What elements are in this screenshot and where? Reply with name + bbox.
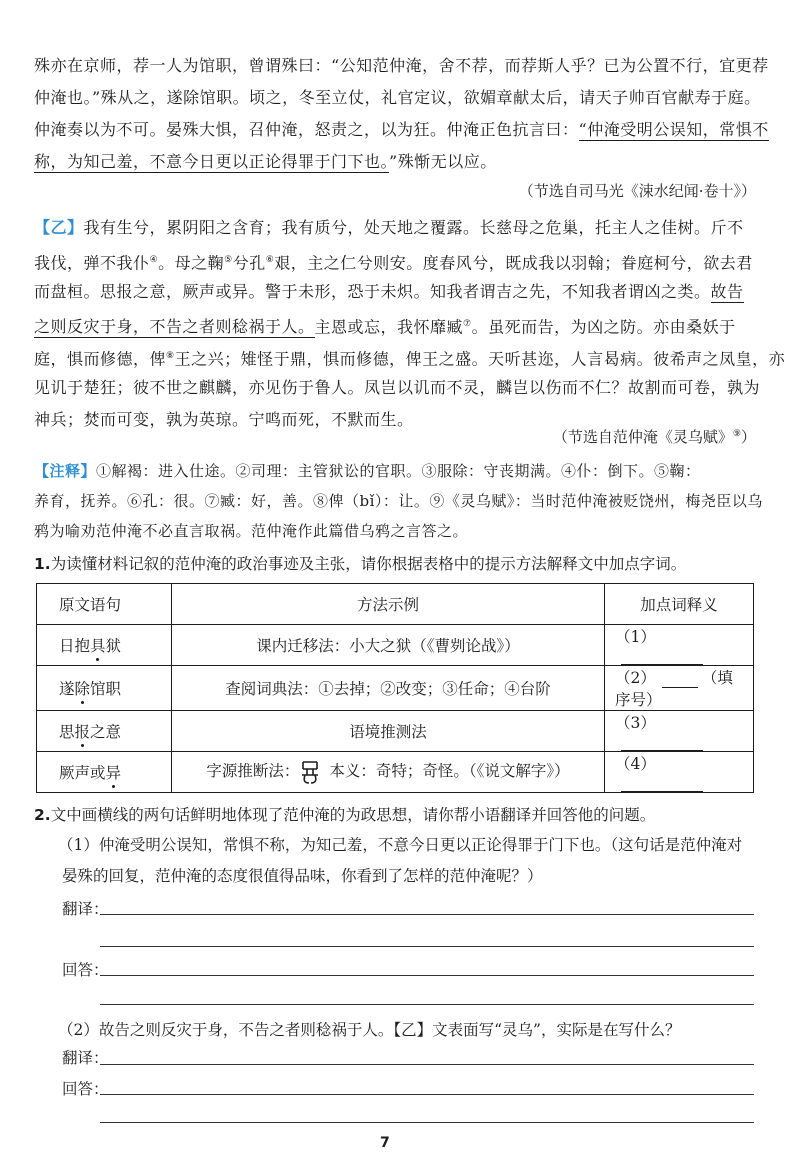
underlined-sentence-b-1: 故告 xyxy=(710,282,744,301)
table-cell-sentence xyxy=(37,711,172,752)
passage-b-line-2-b: 。母之鞠 xyxy=(158,253,225,273)
table-row xyxy=(37,711,754,752)
passage-b-line-4-a: 主恩或忘，我怀靡臧 xyxy=(314,317,464,337)
passage-a-line-4 xyxy=(34,146,758,178)
passage-a xyxy=(34,50,769,178)
table-cell-sentence xyxy=(37,666,172,711)
passage-b-line-7: 神兵；焚而可变，孰为英琼。宁鸣而死，不默而生。 xyxy=(34,410,414,429)
question-2-sub-2-line-1: （2）故告之则反灾于身，不告之者则稔祸于人。【乙】文表面写“灵乌”，实际是在写什么？ xyxy=(58,1021,681,1039)
note-ref-7: ⑦ xyxy=(463,319,472,329)
question-2 xyxy=(34,803,655,825)
underlined-sentence-a-1: “仲淹受明公误知，常惧不 xyxy=(578,120,769,139)
table-cell-method: 语境推测法 xyxy=(172,711,605,752)
answer-line[interactable] xyxy=(100,1094,754,1095)
annotations-tag: 【注释】 xyxy=(34,462,97,480)
answer-number: （2） xyxy=(615,669,656,687)
translate-label-1: 翻译： xyxy=(62,900,109,918)
table-header-cell: 原文语句 xyxy=(37,584,172,625)
answer-blank[interactable] xyxy=(621,775,703,792)
translate-label-2: 翻译： xyxy=(62,1049,109,1067)
table-cell-method: 课内迁移法：小大之狱（《曹刿论战》） xyxy=(172,625,605,666)
table-header-cell: 加点词释义 xyxy=(605,584,754,625)
sentence-pre: 厥声或 xyxy=(59,764,106,782)
passage-b-line-4-b: 。虽死而告，为凶之防。亦由桑妖于 xyxy=(471,317,736,337)
answer-line[interactable] xyxy=(100,1064,754,1065)
answer-line[interactable] xyxy=(100,914,754,915)
note-ref-4: ④ xyxy=(149,255,159,265)
passage-b-line-5-a: 庭，惧而修德，俾 xyxy=(34,349,167,369)
answer-number: （4） xyxy=(615,755,656,773)
passage-b-line-3 xyxy=(34,276,758,308)
answer-line[interactable] xyxy=(100,1122,754,1123)
annotations-line-2: 养育，抚养。⑥孔：很。⑦臧：好，善。⑧俾（bǐ）：让。⑨《灵乌赋》：当时范仲淹被贬饶州，梅尧臣以乌 xyxy=(34,492,763,510)
passage-b-line-2-d: 艰，主之仁兮则安。度春风兮，既成我以羽翰；眷庭柯兮，欲去君 xyxy=(274,253,753,273)
answer-line[interactable] xyxy=(100,946,754,947)
note-ref-5: ⑤ xyxy=(224,255,233,265)
sentence-pre: 日抱 xyxy=(59,637,91,655)
passage-b-tag: 【乙】 xyxy=(34,218,84,237)
answer-number: （3） xyxy=(615,714,656,732)
dotted-word: 异 xyxy=(105,764,122,782)
table-cell-method xyxy=(172,752,605,793)
answer-label-2: 回答： xyxy=(62,1080,109,1098)
answer-hint: （填序号） xyxy=(615,669,733,709)
annotations-line-3: 鸦为喻劝范仲淹不必直言取祸。范仲淹作此篇借乌鸦之言答之。 xyxy=(34,522,469,540)
table-header-cell: 方法示例 xyxy=(172,584,605,625)
dotted-word: 具 xyxy=(90,637,106,655)
question-1-number: 1. xyxy=(34,555,51,573)
answer-line[interactable] xyxy=(100,1004,754,1005)
underlined-sentence-b-2: 之则反灾于身，不告之者则稔祸于人。 xyxy=(34,317,315,337)
answer-blank[interactable] xyxy=(621,734,703,751)
passage-a-line-1: 殊亦在京师，荐一人为馆职，曾谓殊曰：“公知范仲淹，舍不荐，而荐斯人乎？已为公置不行，宜更荐 xyxy=(34,56,769,75)
table-header-row xyxy=(37,584,754,625)
passage-a-line-2: 仲淹也。”殊从之，遂除馆职。顷之，冬至立仗，礼官定议，欲媚章献太后，请天子帅百官献寿于庭。 xyxy=(34,88,761,107)
passage-b xyxy=(34,212,786,436)
answer-blank[interactable] xyxy=(662,671,698,688)
passage-b-line-1-text: 我有生兮，累阴阳之含育；我有质兮，处天地之覆露。长慈母之危巢，托主人之佳树。斤不 xyxy=(83,218,744,237)
method-table xyxy=(36,583,754,793)
passage-b-line-2-a: 我伐，弹不我仆 xyxy=(34,253,150,273)
passage-a-line-4-tail: ”殊惭无以应。 xyxy=(389,152,497,171)
underlined-sentence-a-2: 称，为知己羞，不意今日更以正论得罪于门下也。 xyxy=(34,152,390,171)
question-1 xyxy=(34,552,686,574)
sentence-post: 狱 xyxy=(105,637,122,655)
passage-b-line-4 xyxy=(34,308,758,340)
seal-script-glyph-icon xyxy=(299,759,321,785)
table-cell-answer xyxy=(605,711,754,752)
answer-line[interactable] xyxy=(100,975,754,976)
passage-b-line-5-b: 王之兴；雉怪于鼎，惧而修德，俾王之盛。天听甚迩，人言曷病。彼希声之凤皇，亦 xyxy=(174,349,786,369)
answer-label-1: 回答： xyxy=(62,961,109,979)
method-text: 字源推断法： xyxy=(206,762,300,780)
table-row xyxy=(37,666,754,711)
question-2-sub-1-line-1: （1）仲淹受明公误知，常惧不称，为知己羞，不意今日更以正论得罪于门下也。（这句话是范仲淹对 xyxy=(58,836,743,854)
annotations xyxy=(34,456,763,546)
sentence-post: 馆职 xyxy=(90,680,122,698)
method-text: 本义：奇特；奇怪。（《说文解字》） xyxy=(329,762,570,780)
table-row xyxy=(37,752,754,793)
note-ref-8: ⑧ xyxy=(166,351,175,361)
passage-b-line-6: 见讥于楚狂；彼不世之麒麟，亦见伤于鲁人。凤岂以讥而不灵，麟岂以伤而不仁？故割而可卷，孰为 xyxy=(34,378,761,397)
question-1-text: 为读懂材料记叙的范仲淹的政治事迹及主张，请你根据表格中的提示方法解释文中加点字词。 xyxy=(50,555,687,573)
note-ref-9: ⑨ xyxy=(732,429,741,439)
dotted-word: 除 xyxy=(74,680,91,698)
question-2-sub-1-line-2: 晏殊的回复，范仲淹的态度很值得品味，你看到了怎样的范仲淹呢？） xyxy=(62,867,543,885)
note-ref-6: ⑥ xyxy=(265,255,275,265)
source-a: （节选自司马光《涑水纪闻·卷十》） xyxy=(518,182,756,200)
table-cell-answer xyxy=(605,752,754,793)
passage-b-line-2-c: 兮孔 xyxy=(232,253,266,273)
table-cell-sentence xyxy=(37,752,172,793)
passage-b-line-2 xyxy=(34,244,758,276)
source-b xyxy=(553,426,756,447)
question-2-number: 2. xyxy=(34,806,51,824)
answer-blank[interactable] xyxy=(621,648,703,665)
annotations-line-1 xyxy=(34,456,758,486)
annotations-line-1-text: ①解褐：进入仕途。②司理：主管狱讼的官职。③服除：守丧期满。④仆：倒下。⑤鞠： xyxy=(96,462,701,480)
table-cell-method: 查阅词典法：①去掉；②改变；③任命；④台阶 xyxy=(172,666,605,711)
passage-b-line-5 xyxy=(34,340,786,372)
table-cell-sentence xyxy=(37,625,172,666)
page-number: 7 xyxy=(380,1135,390,1151)
passage-b-line-1 xyxy=(34,212,758,244)
sentence-post: 之意 xyxy=(90,723,122,741)
passage-a-line-3 xyxy=(34,114,769,146)
passage-a-line-3-text: 仲淹奏以为不可。晏殊大惧，召仲淹，怒责之，以为狂。仲淹正色抗言曰： xyxy=(34,120,579,139)
passage-b-line-3-text: 而盘桓。思报之意，厥声或异。警于未形，恐于未炽。知我者谓吉之先，不知我者谓凶之类。 xyxy=(34,282,711,301)
answer-number: （1） xyxy=(615,628,656,646)
table-row xyxy=(37,625,754,666)
table-cell-answer xyxy=(605,625,754,666)
sentence-pre: 遂 xyxy=(59,680,75,698)
source-b-text: （节选自范仲淹《灵乌赋》 xyxy=(552,428,733,446)
question-2-text: 文中画横线的两句话鲜明地体现了范仲淹的为政思想，请你帮小语翻译并回答他的问题。 xyxy=(50,806,656,824)
source-b-end: ） xyxy=(740,428,756,446)
sentence-pre: 思 xyxy=(59,723,75,741)
table-cell-answer xyxy=(605,666,754,711)
dotted-word: 报 xyxy=(74,723,91,741)
